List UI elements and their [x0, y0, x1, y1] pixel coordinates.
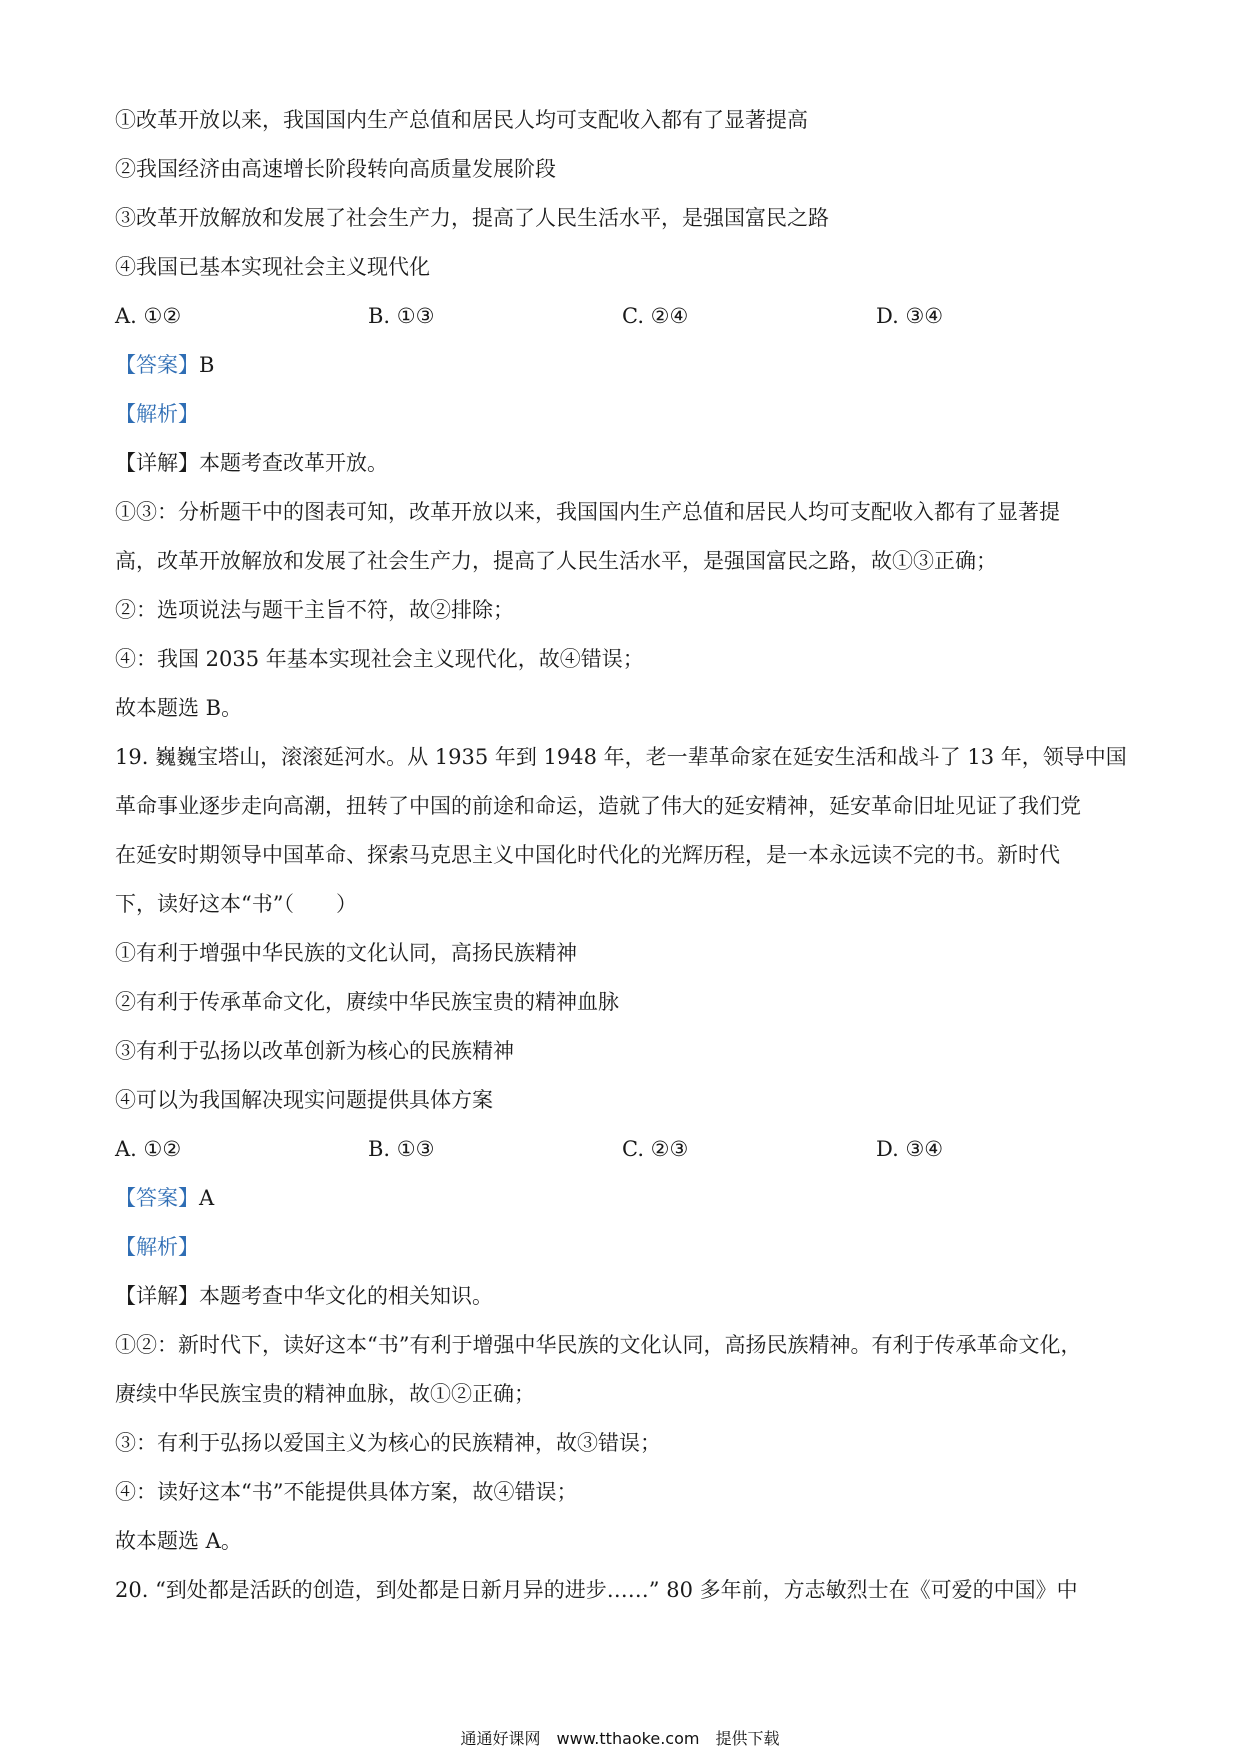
q18-analysis	[115, 399, 1125, 429]
q19-conclusion: 故本题选 A。	[115, 1529, 242, 1553]
q19-option-b: B. ①③	[368, 1137, 435, 1161]
q19-stem-3: 在延安时期领导中国革命、探索马克思主义中国化时代化的光辉历程，是一本永远读不完的书。新时代	[115, 843, 1060, 867]
answer-value: A	[199, 1186, 215, 1210]
q18-statement-1: ①改革开放以来，我国国内生产总值和居民人均可支配收入都有了显著提高	[115, 108, 808, 132]
analysis-tag: 【解析】	[115, 1235, 199, 1259]
q18-statement-3: ③改革开放解放和发展了社会生产力，提高了人民生活水平，是强国富民之路	[115, 206, 829, 230]
q18-statement-4: ④我国已基本实现社会主义现代化	[115, 255, 430, 279]
q19-option-d: D. ③④	[876, 1137, 944, 1161]
q19-detail	[115, 1281, 1125, 1311]
q18-explanation-2: 高，改革开放解放和发展了社会生产力，提高了人民生活水平，是强国富民之路，故①③正确；	[115, 549, 997, 573]
q19-option-c: C. ②③	[622, 1137, 689, 1161]
q19-stem-4: 下，读好这本“书”（ ）	[115, 892, 357, 916]
detail-text: 本题考查中华文化的相关知识。	[199, 1284, 493, 1308]
q19-explanation-4: ④：读好这本“书”不能提供具体方案，故④错误；	[115, 1480, 578, 1504]
q19-explanation-1: ①②：新时代下，读好这本“书”有利于增强中华民族的文化认同，高扬民族精神。有利于传承革命文化，	[115, 1333, 1082, 1357]
q20-stem-1: 20. “到处都是活跃的创造，到处都是日新月异的进步……” 80 多年前，方志敏烈士在《可爱的中国》中	[115, 1578, 1078, 1602]
q19-explanation-3: ③：有利于弘扬以爱国主义为核心的民族精神，故③错误；	[115, 1431, 661, 1455]
q18-explanation-3: ②：选项说法与题干主旨不符，故②排除；	[115, 598, 514, 622]
q18-option-a: A. ①②	[115, 304, 182, 328]
q18-explanation-1: ①③：分析题干中的图表可知，改革开放以来，我国国内生产总值和居民人均可支配收入都有了显著提	[115, 500, 1060, 524]
q18-conclusion: 故本题选 B。	[115, 696, 243, 720]
q18-option-c: C. ②④	[622, 304, 689, 328]
q19-stem-1: 19. 巍巍宝塔山，滚滚延河水。从 1935 年到 1948 年，老一辈革命家在延安生活和战斗了 13 年，领导中国	[115, 745, 1127, 769]
q18-statement-2: ②我国经济由高速增长阶段转向高质量发展阶段	[115, 157, 556, 181]
q18-answer	[115, 350, 1125, 380]
q19-statement-1: ①有利于增强中华民族的文化认同，高扬民族精神	[115, 941, 577, 965]
page-footer: 通通好课网 www.tthaoke.com 提供下载	[460, 1729, 780, 1748]
q19-statement-2: ②有利于传承革命文化，赓续中华民族宝贵的精神血脉	[115, 990, 619, 1014]
q19-stem-2: 革命事业逐步走向高潮，扭转了中国的前途和命运，造就了伟大的延安精神，延安革命旧址见证了我们党	[115, 794, 1081, 818]
q19-explanation-2: 赓续中华民族宝贵的精神血脉，故①②正确；	[115, 1382, 535, 1406]
answer-tag: 【答案】	[115, 353, 199, 377]
q19-option-a: A. ①②	[115, 1137, 182, 1161]
q19-analysis	[115, 1232, 1125, 1262]
detail-text: 本题考查改革开放。	[199, 451, 388, 475]
q19-statement-3: ③有利于弘扬以改革创新为核心的民族精神	[115, 1039, 514, 1063]
q18-explanation-4: ④：我国 2035 年基本实现社会主义现代化，故④错误；	[115, 647, 644, 671]
detail-tag: 【详解】	[115, 1284, 199, 1308]
answer-value: B	[199, 353, 215, 377]
q19-statement-4: ④可以为我国解决现实问题提供具体方案	[115, 1088, 493, 1112]
q19-answer	[115, 1183, 1125, 1213]
q18-detail	[115, 448, 1125, 478]
answer-tag: 【答案】	[115, 1186, 199, 1210]
detail-tag: 【详解】	[115, 451, 199, 475]
analysis-tag: 【解析】	[115, 402, 199, 426]
q18-option-d: D. ③④	[876, 304, 944, 328]
q18-option-b: B. ①③	[368, 304, 435, 328]
